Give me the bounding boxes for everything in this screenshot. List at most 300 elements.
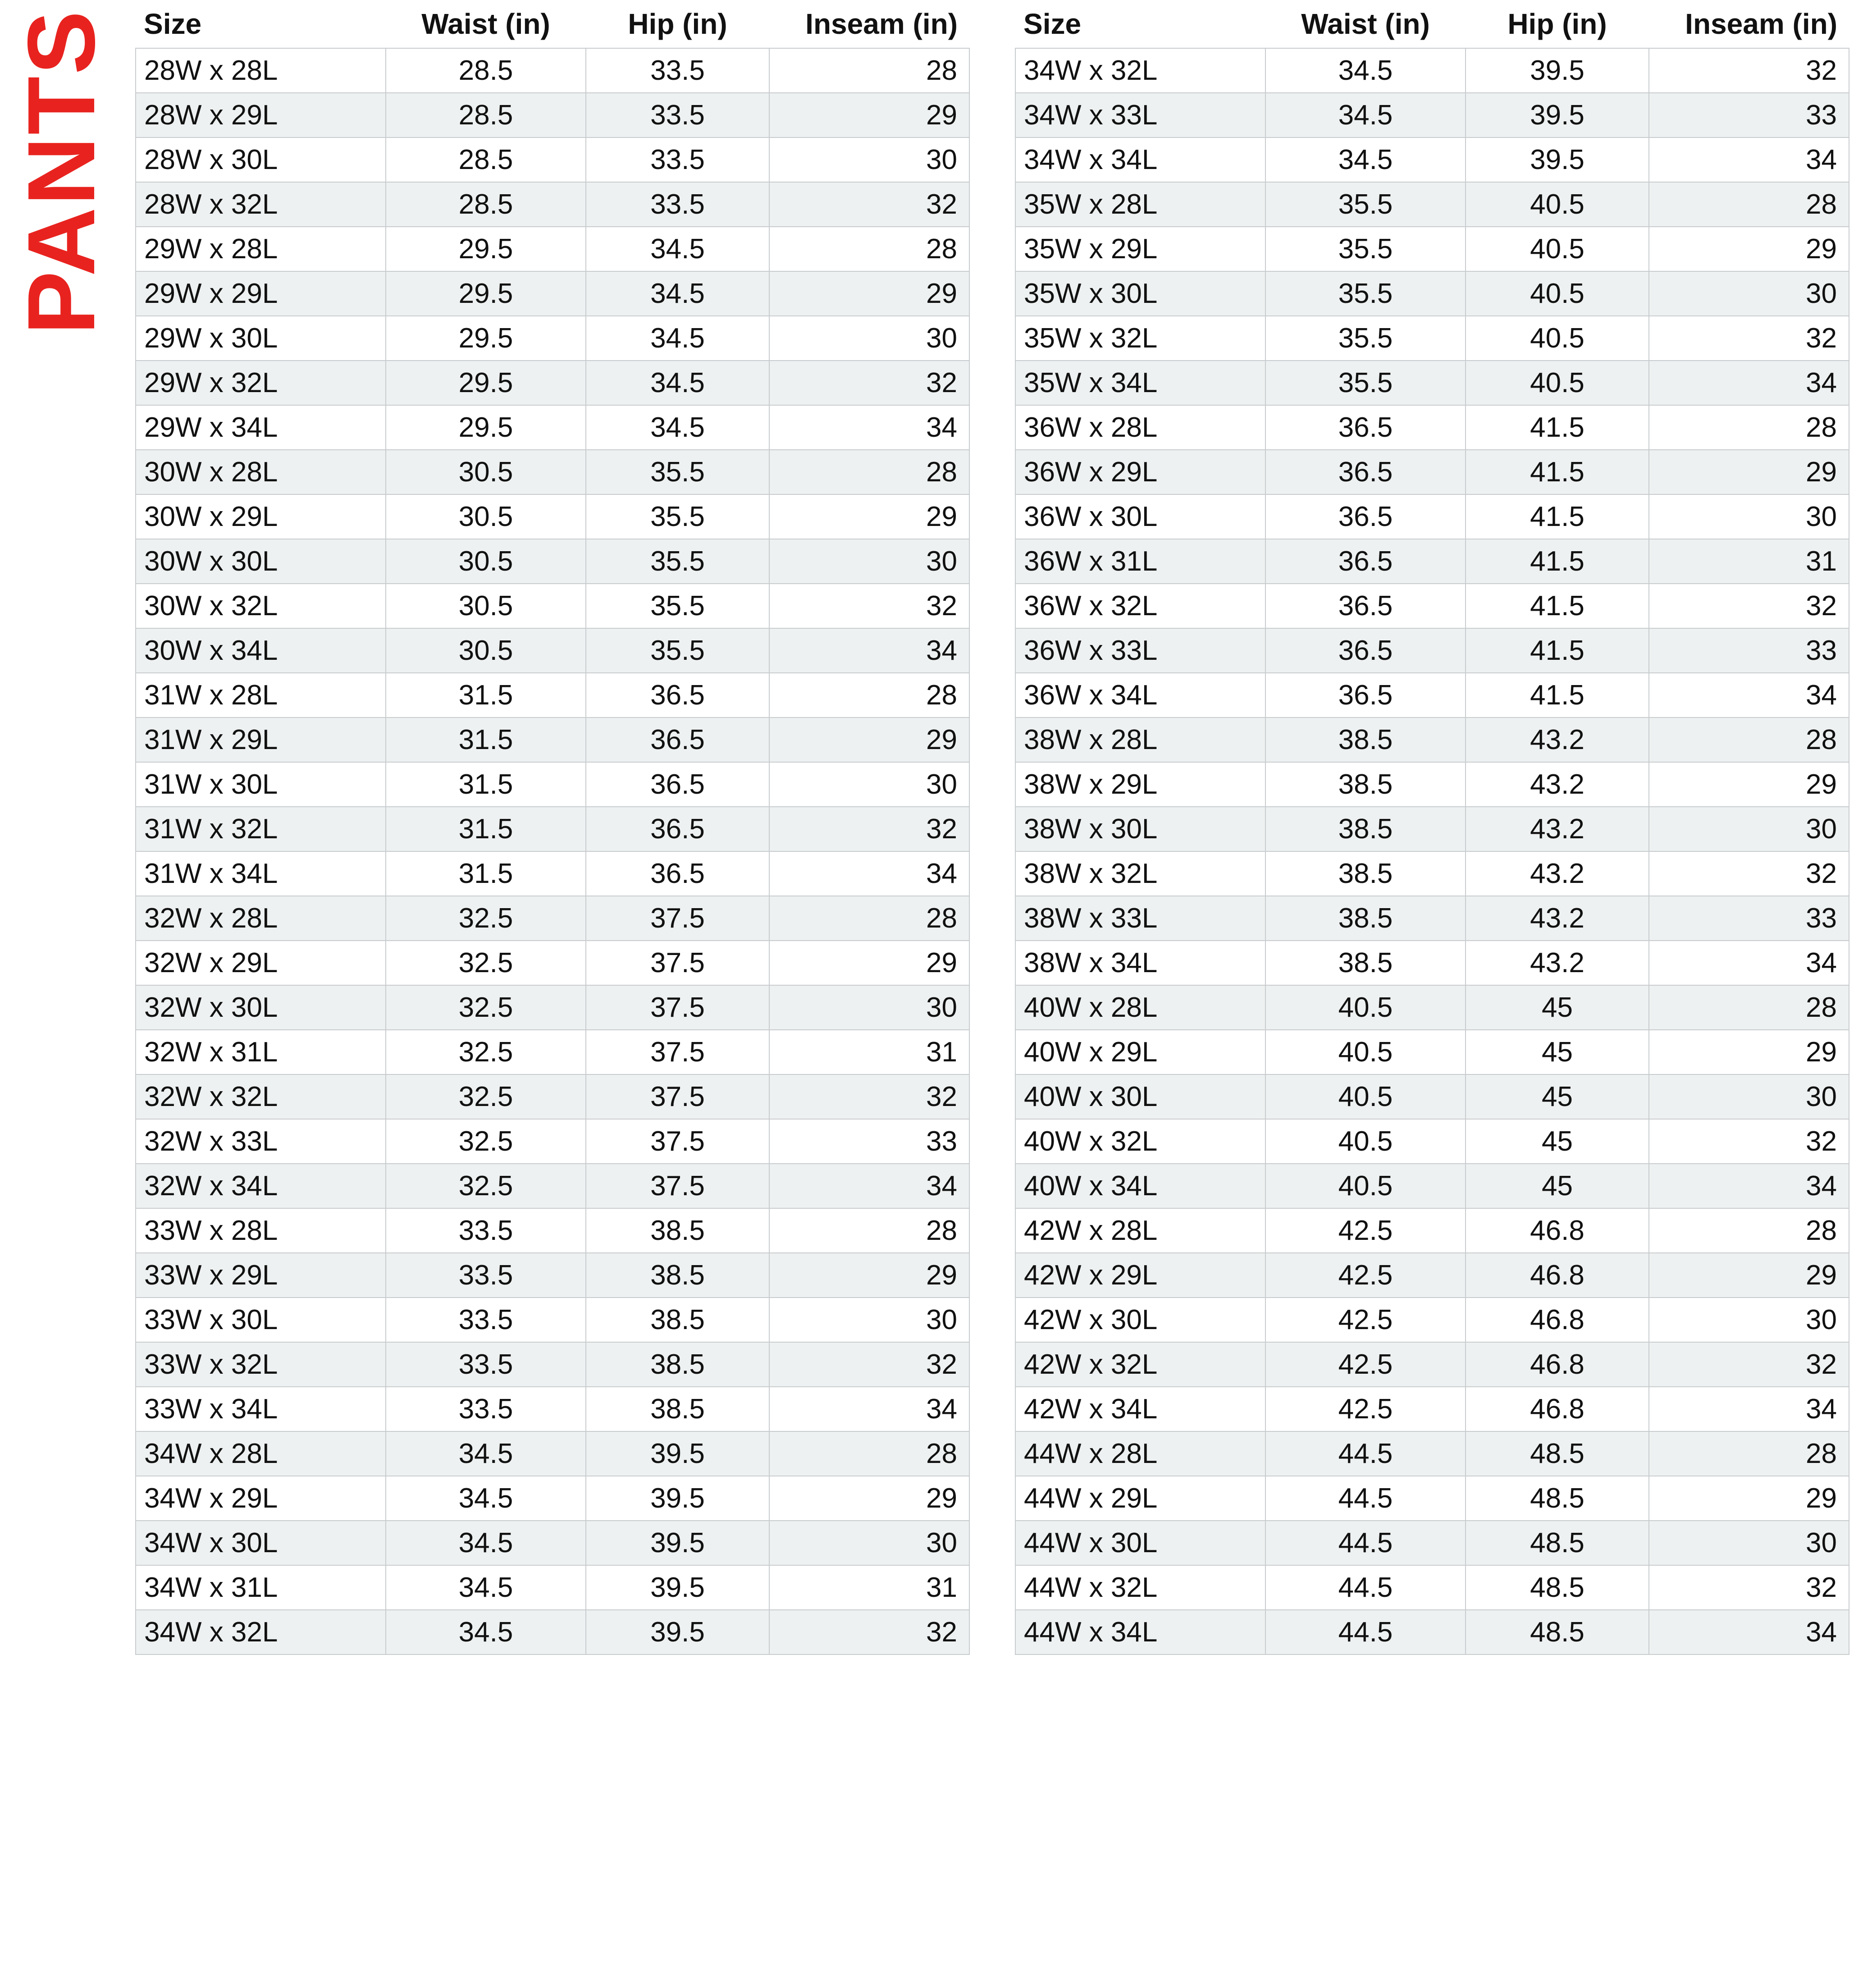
cell-size: 34W x 32L xyxy=(1015,48,1265,93)
cell-hip: 43.2 xyxy=(1466,762,1649,807)
table-row xyxy=(1015,941,1849,985)
table-row xyxy=(1015,1610,1849,1654)
table-row xyxy=(1015,762,1849,807)
cell-waist: 35.5 xyxy=(1265,271,1466,316)
cell-waist: 35.5 xyxy=(1265,316,1466,361)
cell-inseam: 34 xyxy=(769,1164,969,1208)
cell-hip: 45 xyxy=(1466,1164,1649,1208)
cell-inseam: 28 xyxy=(1649,1208,1849,1253)
cell-waist: 36.5 xyxy=(1265,673,1466,718)
column-header-inseam: Inseam (in) xyxy=(769,5,969,48)
cell-hip: 39.5 xyxy=(586,1565,769,1610)
cell-size: 31W x 29L xyxy=(136,718,386,762)
size-tables-container xyxy=(135,5,1849,1655)
table-row xyxy=(136,1253,969,1298)
table-row xyxy=(136,584,969,628)
cell-size: 42W x 29L xyxy=(1015,1253,1265,1298)
cell-hip: 35.5 xyxy=(586,539,769,584)
cell-size: 30W x 34L xyxy=(136,628,386,673)
table-row xyxy=(1015,673,1849,718)
cell-size: 40W x 34L xyxy=(1015,1164,1265,1208)
cell-hip: 39.5 xyxy=(1466,93,1649,137)
cell-waist: 36.5 xyxy=(1265,405,1466,450)
cell-waist: 29.5 xyxy=(386,361,586,405)
cell-size: 30W x 28L xyxy=(136,450,386,494)
cell-hip: 36.5 xyxy=(586,762,769,807)
cell-hip: 39.5 xyxy=(586,1610,769,1654)
cell-hip: 43.2 xyxy=(1466,807,1649,851)
cell-inseam: 29 xyxy=(769,271,969,316)
cell-size: 33W x 32L xyxy=(136,1342,386,1387)
table-row xyxy=(1015,628,1849,673)
cell-inseam: 33 xyxy=(1649,896,1849,941)
cell-size: 32W x 34L xyxy=(136,1164,386,1208)
table-row xyxy=(136,271,969,316)
cell-inseam: 30 xyxy=(769,539,969,584)
cell-inseam: 28 xyxy=(1649,182,1849,227)
cell-hip: 43.2 xyxy=(1466,941,1649,985)
table-row xyxy=(1015,48,1849,93)
cell-hip: 41.5 xyxy=(1466,584,1649,628)
column-header-waist: Waist (in) xyxy=(1265,5,1466,48)
table-row xyxy=(136,1030,969,1074)
cell-inseam: 29 xyxy=(1649,227,1849,271)
cell-waist: 29.5 xyxy=(386,271,586,316)
cell-inseam: 28 xyxy=(769,48,969,93)
cell-inseam: 34 xyxy=(769,851,969,896)
size-table-right xyxy=(1015,5,1849,1655)
cell-waist: 38.5 xyxy=(1265,941,1466,985)
cell-hip: 37.5 xyxy=(586,1164,769,1208)
cell-inseam: 28 xyxy=(1649,718,1849,762)
cell-waist: 34.5 xyxy=(386,1431,586,1476)
cell-size: 28W x 32L xyxy=(136,182,386,227)
cell-size: 36W x 30L xyxy=(1015,494,1265,539)
cell-inseam: 30 xyxy=(769,316,969,361)
table-row xyxy=(136,1298,969,1342)
table-row xyxy=(1015,1342,1849,1387)
cell-waist: 42.5 xyxy=(1265,1253,1466,1298)
cell-waist: 34.5 xyxy=(1265,137,1466,182)
table-row xyxy=(136,539,969,584)
cell-size: 28W x 29L xyxy=(136,93,386,137)
table-row xyxy=(1015,1164,1849,1208)
cell-size: 33W x 30L xyxy=(136,1298,386,1342)
cell-size: 42W x 32L xyxy=(1015,1342,1265,1387)
cell-waist: 32.5 xyxy=(386,941,586,985)
cell-size: 42W x 30L xyxy=(1015,1298,1265,1342)
cell-size: 36W x 29L xyxy=(1015,450,1265,494)
column-header-hip: Hip (in) xyxy=(1466,5,1649,48)
table-row xyxy=(1015,227,1849,271)
table-body-left xyxy=(136,48,969,1654)
cell-size: 31W x 32L xyxy=(136,807,386,851)
cell-inseam: 30 xyxy=(1649,1521,1849,1565)
table-row xyxy=(1015,1565,1849,1610)
table-row xyxy=(136,673,969,718)
cell-waist: 38.5 xyxy=(1265,718,1466,762)
cell-size: 28W x 30L xyxy=(136,137,386,182)
cell-size: 44W x 28L xyxy=(1015,1431,1265,1476)
table-row xyxy=(1015,361,1849,405)
cell-waist: 34.5 xyxy=(386,1521,586,1565)
cell-inseam: 28 xyxy=(769,1208,969,1253)
cell-size: 35W x 30L xyxy=(1015,271,1265,316)
cell-hip: 48.5 xyxy=(1466,1521,1649,1565)
cell-inseam: 32 xyxy=(1649,1342,1849,1387)
table-row xyxy=(1015,896,1849,941)
column-header-hip: Hip (in) xyxy=(586,5,769,48)
size-table-left xyxy=(135,5,970,1655)
cell-inseam: 34 xyxy=(769,1387,969,1431)
cell-inseam: 29 xyxy=(1649,1030,1849,1074)
cell-waist: 30.5 xyxy=(386,628,586,673)
cell-size: 38W x 28L xyxy=(1015,718,1265,762)
cell-size: 28W x 28L xyxy=(136,48,386,93)
cell-inseam: 29 xyxy=(1649,450,1849,494)
cell-waist: 28.5 xyxy=(386,48,586,93)
cell-inseam: 32 xyxy=(769,182,969,227)
cell-inseam: 28 xyxy=(1649,1431,1849,1476)
cell-hip: 46.8 xyxy=(1466,1387,1649,1431)
cell-inseam: 28 xyxy=(769,227,969,271)
cell-hip: 37.5 xyxy=(586,896,769,941)
cell-waist: 36.5 xyxy=(1265,539,1466,584)
cell-waist: 33.5 xyxy=(386,1298,586,1342)
cell-hip: 36.5 xyxy=(586,851,769,896)
cell-size: 32W x 29L xyxy=(136,941,386,985)
cell-hip: 37.5 xyxy=(586,941,769,985)
cell-size: 33W x 29L xyxy=(136,1253,386,1298)
table-row xyxy=(136,405,969,450)
cell-waist: 36.5 xyxy=(1265,494,1466,539)
left-table-block xyxy=(135,5,970,1655)
cell-inseam: 31 xyxy=(1649,539,1849,584)
table-row xyxy=(136,762,969,807)
cell-inseam: 28 xyxy=(769,896,969,941)
cell-waist: 38.5 xyxy=(1265,851,1466,896)
cell-inseam: 30 xyxy=(1649,271,1849,316)
cell-inseam: 28 xyxy=(1649,985,1849,1030)
cell-hip: 41.5 xyxy=(1466,494,1649,539)
table-row xyxy=(1015,1298,1849,1342)
cell-waist: 40.5 xyxy=(1265,985,1466,1030)
cell-inseam: 33 xyxy=(1649,93,1849,137)
cell-inseam: 32 xyxy=(1649,48,1849,93)
cell-size: 40W x 28L xyxy=(1015,985,1265,1030)
cell-size: 35W x 34L xyxy=(1015,361,1265,405)
table-row xyxy=(1015,1521,1849,1565)
cell-waist: 32.5 xyxy=(386,985,586,1030)
table-row xyxy=(136,628,969,673)
cell-hip: 45 xyxy=(1466,985,1649,1030)
cell-hip: 40.5 xyxy=(1466,227,1649,271)
cell-inseam: 32 xyxy=(769,1610,969,1654)
table-row xyxy=(136,1342,969,1387)
table-row xyxy=(1015,718,1849,762)
cell-waist: 42.5 xyxy=(1265,1208,1466,1253)
cell-waist: 44.5 xyxy=(1265,1476,1466,1521)
cell-hip: 34.5 xyxy=(586,405,769,450)
cell-size: 32W x 28L xyxy=(136,896,386,941)
table-row xyxy=(1015,1253,1849,1298)
cell-size: 35W x 28L xyxy=(1015,182,1265,227)
cell-inseam: 32 xyxy=(1649,584,1849,628)
cell-inseam: 30 xyxy=(1649,494,1849,539)
cell-size: 34W x 30L xyxy=(136,1521,386,1565)
cell-inseam: 34 xyxy=(1649,673,1849,718)
cell-hip: 35.5 xyxy=(586,494,769,539)
cell-inseam: 28 xyxy=(1649,405,1849,450)
cell-waist: 44.5 xyxy=(1265,1431,1466,1476)
cell-hip: 35.5 xyxy=(586,584,769,628)
table-row xyxy=(1015,851,1849,896)
cell-size: 36W x 33L xyxy=(1015,628,1265,673)
cell-size: 36W x 34L xyxy=(1015,673,1265,718)
cell-hip: 39.5 xyxy=(1466,48,1649,93)
cell-size: 40W x 29L xyxy=(1015,1030,1265,1074)
cell-waist: 40.5 xyxy=(1265,1164,1466,1208)
cell-waist: 32.5 xyxy=(386,1119,586,1164)
table-row xyxy=(1015,985,1849,1030)
cell-inseam: 29 xyxy=(1649,1476,1849,1521)
cell-waist: 42.5 xyxy=(1265,1298,1466,1342)
table-row xyxy=(1015,271,1849,316)
cell-size: 44W x 32L xyxy=(1015,1565,1265,1610)
table-row xyxy=(1015,1431,1849,1476)
cell-hip: 37.5 xyxy=(586,1119,769,1164)
cell-waist: 30.5 xyxy=(386,539,586,584)
table-row xyxy=(1015,1119,1849,1164)
cell-waist: 38.5 xyxy=(1265,896,1466,941)
cell-waist: 36.5 xyxy=(1265,584,1466,628)
cell-inseam: 32 xyxy=(1649,1565,1849,1610)
table-row xyxy=(1015,137,1849,182)
table-row xyxy=(1015,584,1849,628)
cell-hip: 40.5 xyxy=(1466,361,1649,405)
cell-hip: 43.2 xyxy=(1466,896,1649,941)
header-row xyxy=(136,5,969,48)
cell-size: 33W x 34L xyxy=(136,1387,386,1431)
cell-waist: 44.5 xyxy=(1265,1521,1466,1565)
cell-inseam: 32 xyxy=(1649,1119,1849,1164)
cell-size: 29W x 34L xyxy=(136,405,386,450)
cell-waist: 34.5 xyxy=(386,1610,586,1654)
cell-size: 38W x 33L xyxy=(1015,896,1265,941)
cell-waist: 36.5 xyxy=(1265,450,1466,494)
cell-inseam: 29 xyxy=(769,93,969,137)
cell-hip: 35.5 xyxy=(586,450,769,494)
cell-inseam: 34 xyxy=(1649,941,1849,985)
cell-waist: 28.5 xyxy=(386,137,586,182)
cell-hip: 39.5 xyxy=(1466,137,1649,182)
cell-inseam: 29 xyxy=(769,718,969,762)
cell-size: 32W x 33L xyxy=(136,1119,386,1164)
cell-waist: 33.5 xyxy=(386,1387,586,1431)
cell-inseam: 34 xyxy=(1649,361,1849,405)
cell-hip: 33.5 xyxy=(586,137,769,182)
cell-waist: 40.5 xyxy=(1265,1119,1466,1164)
cell-size: 44W x 30L xyxy=(1015,1521,1265,1565)
table-row xyxy=(136,1074,969,1119)
table-row xyxy=(136,1208,969,1253)
cell-inseam: 30 xyxy=(769,1521,969,1565)
cell-hip: 45 xyxy=(1466,1030,1649,1074)
table-row xyxy=(136,361,969,405)
cell-waist: 33.5 xyxy=(386,1208,586,1253)
cell-inseam: 31 xyxy=(769,1030,969,1074)
table-header-left xyxy=(136,5,969,48)
cell-size: 38W x 29L xyxy=(1015,762,1265,807)
cell-hip: 43.2 xyxy=(1466,851,1649,896)
cell-size: 32W x 30L xyxy=(136,985,386,1030)
cell-waist: 35.5 xyxy=(1265,361,1466,405)
cell-hip: 38.5 xyxy=(586,1253,769,1298)
cell-hip: 38.5 xyxy=(586,1342,769,1387)
cell-waist: 34.5 xyxy=(1265,48,1466,93)
cell-size: 36W x 31L xyxy=(1015,539,1265,584)
table-row xyxy=(136,1164,969,1208)
cell-hip: 33.5 xyxy=(586,48,769,93)
table-row xyxy=(1015,316,1849,361)
right-table-block xyxy=(1015,5,1849,1655)
cell-waist: 28.5 xyxy=(386,182,586,227)
cell-waist: 32.5 xyxy=(386,896,586,941)
cell-hip: 34.5 xyxy=(586,227,769,271)
cell-size: 32W x 31L xyxy=(136,1030,386,1074)
cell-waist: 42.5 xyxy=(1265,1387,1466,1431)
cell-inseam: 30 xyxy=(1649,807,1849,851)
cell-waist: 32.5 xyxy=(386,1030,586,1074)
cell-size: 31W x 28L xyxy=(136,673,386,718)
table-row xyxy=(136,48,969,93)
cell-inseam: 32 xyxy=(1649,316,1849,361)
cell-inseam: 34 xyxy=(769,628,969,673)
cell-waist: 30.5 xyxy=(386,584,586,628)
cell-waist: 28.5 xyxy=(386,93,586,137)
table-row xyxy=(136,985,969,1030)
cell-inseam: 32 xyxy=(1649,851,1849,896)
cell-inseam: 33 xyxy=(769,1119,969,1164)
table-row xyxy=(136,137,969,182)
table-row xyxy=(136,450,969,494)
cell-waist: 35.5 xyxy=(1265,182,1466,227)
cell-waist: 29.5 xyxy=(386,316,586,361)
cell-hip: 36.5 xyxy=(586,807,769,851)
cell-inseam: 29 xyxy=(1649,1253,1849,1298)
cell-inseam: 30 xyxy=(769,1298,969,1342)
cell-hip: 38.5 xyxy=(586,1208,769,1253)
cell-size: 44W x 34L xyxy=(1015,1610,1265,1654)
table-row xyxy=(1015,1208,1849,1253)
cell-hip: 33.5 xyxy=(586,93,769,137)
cell-waist: 35.5 xyxy=(1265,227,1466,271)
table-row xyxy=(136,807,969,851)
cell-inseam: 34 xyxy=(1649,137,1849,182)
table-row xyxy=(136,1610,969,1654)
cell-hip: 45 xyxy=(1466,1074,1649,1119)
cell-size: 38W x 30L xyxy=(1015,807,1265,851)
table-row xyxy=(136,316,969,361)
cell-size: 31W x 34L xyxy=(136,851,386,896)
cell-hip: 48.5 xyxy=(1466,1431,1649,1476)
cell-hip: 37.5 xyxy=(586,1030,769,1074)
cell-inseam: 32 xyxy=(769,361,969,405)
table-row xyxy=(1015,494,1849,539)
table-row xyxy=(1015,182,1849,227)
cell-size: 32W x 32L xyxy=(136,1074,386,1119)
table-row xyxy=(1015,1074,1849,1119)
cell-hip: 37.5 xyxy=(586,1074,769,1119)
table-row xyxy=(1015,1387,1849,1431)
cell-size: 42W x 34L xyxy=(1015,1387,1265,1431)
table-row xyxy=(1015,539,1849,584)
cell-inseam: 29 xyxy=(769,494,969,539)
cell-hip: 46.8 xyxy=(1466,1253,1649,1298)
cell-hip: 34.5 xyxy=(586,271,769,316)
table-header-right xyxy=(1015,5,1849,48)
cell-hip: 45 xyxy=(1466,1119,1649,1164)
cell-hip: 33.5 xyxy=(586,182,769,227)
cell-waist: 31.5 xyxy=(386,807,586,851)
cell-size: 35W x 29L xyxy=(1015,227,1265,271)
cell-waist: 32.5 xyxy=(386,1074,586,1119)
table-row xyxy=(136,1476,969,1521)
cell-hip: 41.5 xyxy=(1466,673,1649,718)
cell-inseam: 32 xyxy=(769,584,969,628)
cell-waist: 34.5 xyxy=(386,1476,586,1521)
table-row xyxy=(136,1119,969,1164)
cell-waist: 31.5 xyxy=(386,718,586,762)
header-row xyxy=(1015,5,1849,48)
cell-size: 30W x 30L xyxy=(136,539,386,584)
cell-size: 31W x 30L xyxy=(136,762,386,807)
cell-hip: 41.5 xyxy=(1466,405,1649,450)
cell-inseam: 33 xyxy=(1649,628,1849,673)
cell-inseam: 28 xyxy=(769,1431,969,1476)
cell-hip: 38.5 xyxy=(586,1298,769,1342)
table-row xyxy=(136,896,969,941)
cell-hip: 48.5 xyxy=(1466,1565,1649,1610)
cell-waist: 32.5 xyxy=(386,1164,586,1208)
cell-hip: 34.5 xyxy=(586,316,769,361)
cell-hip: 46.8 xyxy=(1466,1342,1649,1387)
table-row xyxy=(1015,93,1849,137)
cell-size: 34W x 28L xyxy=(136,1431,386,1476)
cell-hip: 39.5 xyxy=(586,1521,769,1565)
cell-size: 35W x 32L xyxy=(1015,316,1265,361)
cell-inseam: 34 xyxy=(1649,1387,1849,1431)
category-label: PANTS xyxy=(8,9,114,335)
cell-hip: 36.5 xyxy=(586,718,769,762)
cell-size: 30W x 32L xyxy=(136,584,386,628)
cell-inseam: 34 xyxy=(769,405,969,450)
cell-hip: 38.5 xyxy=(586,1387,769,1431)
table-row xyxy=(1015,405,1849,450)
cell-size: 30W x 29L xyxy=(136,494,386,539)
column-header-size: Size xyxy=(136,5,386,48)
cell-inseam: 30 xyxy=(1649,1298,1849,1342)
table-row xyxy=(1015,450,1849,494)
cell-size: 38W x 34L xyxy=(1015,941,1265,985)
cell-hip: 39.5 xyxy=(586,1431,769,1476)
cell-hip: 40.5 xyxy=(1466,316,1649,361)
cell-inseam: 32 xyxy=(769,1342,969,1387)
table-body-right xyxy=(1015,48,1849,1654)
cell-hip: 35.5 xyxy=(586,628,769,673)
table-row xyxy=(136,1431,969,1476)
cell-waist: 40.5 xyxy=(1265,1030,1466,1074)
